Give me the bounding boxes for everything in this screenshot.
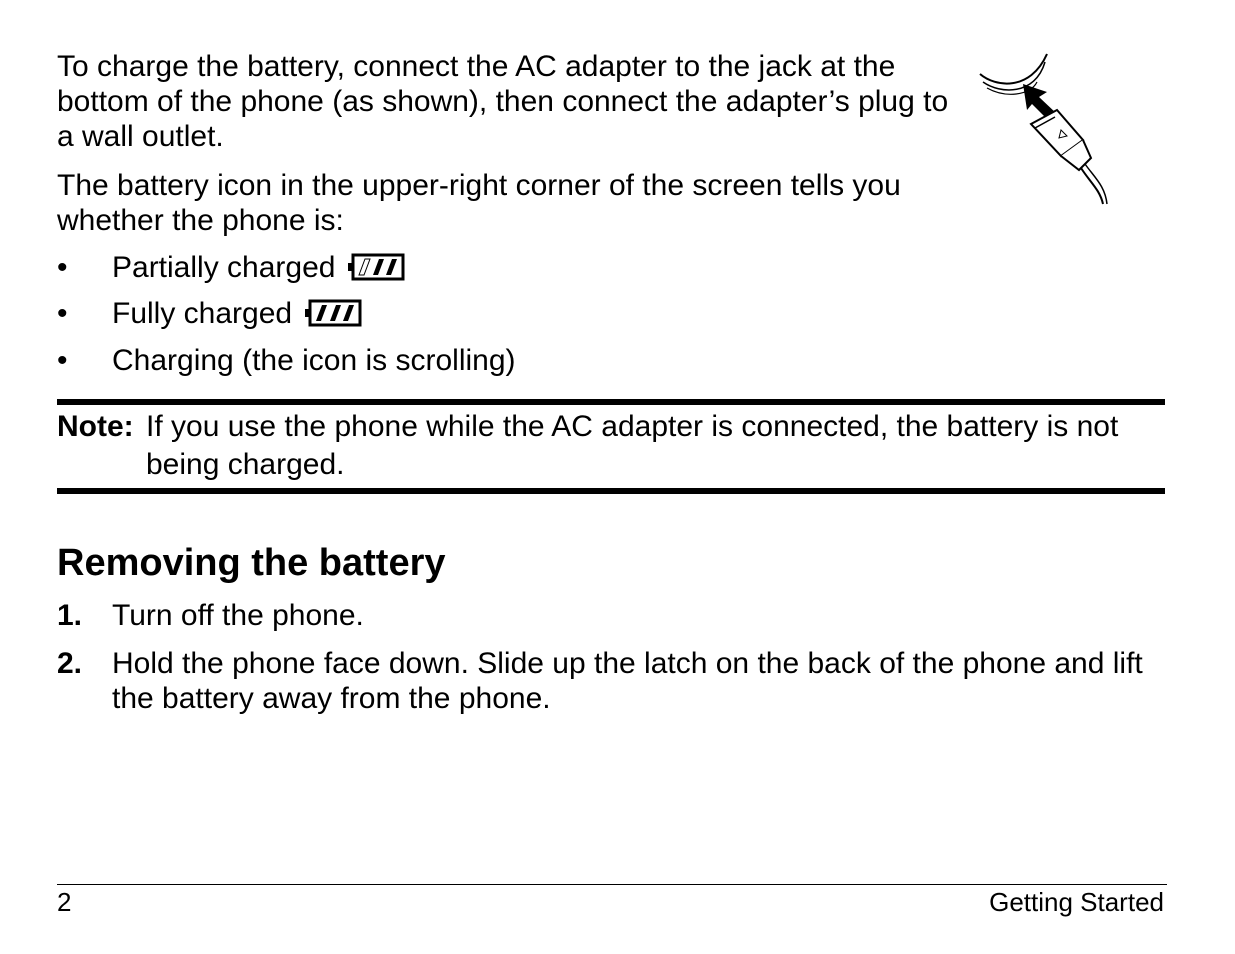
section-heading: Removing the battery <box>57 542 446 584</box>
list-item-label: Fully charged <box>112 297 293 330</box>
note-divider-top <box>57 399 1165 405</box>
battery-partial-icon <box>347 253 407 283</box>
bullet: • <box>57 344 68 377</box>
page-number: 2 <box>57 887 72 917</box>
bullet: • <box>57 297 68 330</box>
bullet: • <box>57 251 68 284</box>
step-text: Hold the phone face down. Slide up the latch on the back of the phone and lift the battery away from the phone. <box>112 647 1143 715</box>
chapter-title: Getting Started <box>989 887 1164 917</box>
step-number: 1. <box>57 599 83 632</box>
list-item-label: Partially charged <box>112 251 336 284</box>
intro-paragraph: To charge the battery, connect the AC adapter to the jack at the bottom of the phone (as shown), then connect the adapter’s plug to a wall outlet. <box>57 50 949 153</box>
step-text: Turn off the phone. <box>112 599 364 632</box>
note-label: Note: <box>57 410 134 443</box>
ac-adapter-illustration <box>975 52 1115 207</box>
battery-full-icon <box>304 299 364 329</box>
step-number: 2. <box>57 647 83 680</box>
note-divider-bottom <box>57 488 1165 494</box>
footer-divider <box>57 884 1167 885</box>
list-item-label: Charging (the icon is scrolling) <box>112 344 516 377</box>
note-text: If you use the phone while the AC adapter is connected, the battery is not being charged. <box>146 410 1119 481</box>
battery-icon-description: The battery icon in the upper-right corner of the screen tells you whether the phone is: <box>57 169 901 237</box>
